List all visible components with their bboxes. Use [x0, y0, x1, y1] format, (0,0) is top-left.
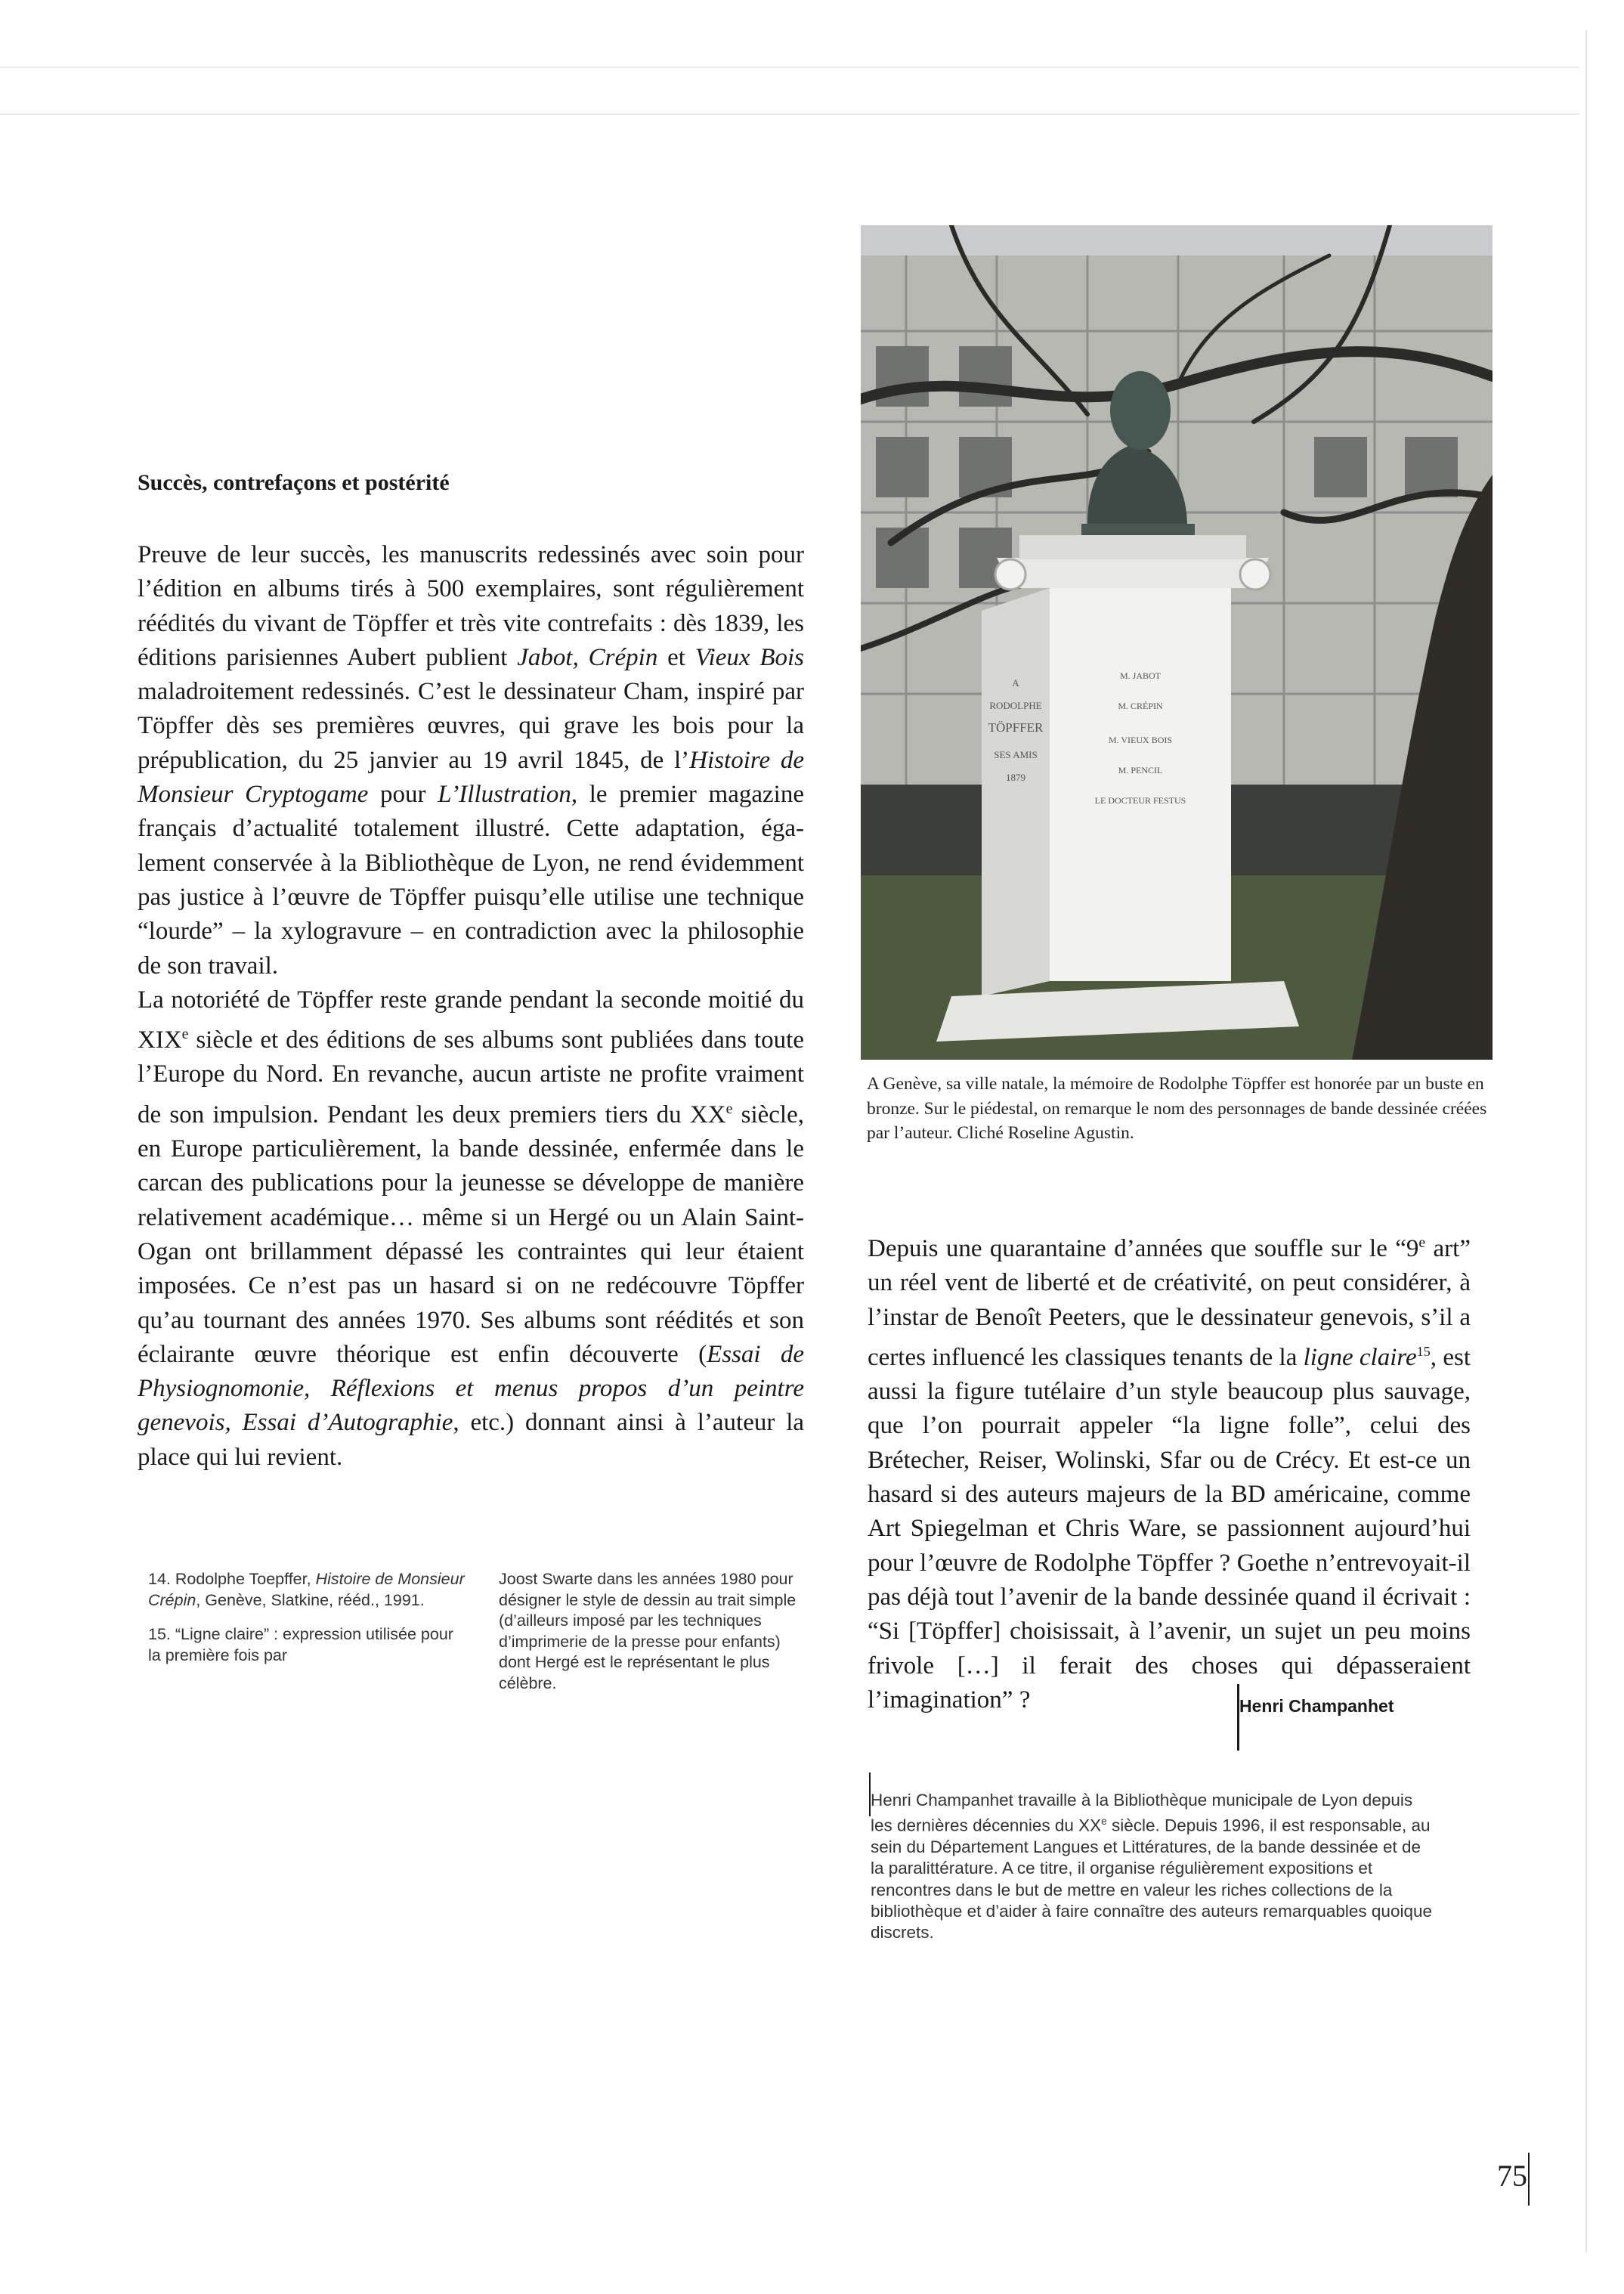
footnote-ref-15: 15 — [1416, 1343, 1431, 1359]
text-run: siècle, en Europe particulièrement, la bande dessinée, enfermée dans le carcan des publications pour la jeunesse se développe de manière relativement académique… même si un Hergé ou un Alain Saint-Ogan ont brillamment dépassé les contraintes qui leur étaient imposées. Ce n’est pas un hasard si on ne redécouvre Töpffer qu’au tournant des années 1970. Ses albums sont réédités et son éclairante œuvre théorique est enfin découverte ( — [138, 1101, 804, 1368]
page-number-bar — [1528, 2153, 1530, 2206]
footnotes-left — [148, 1569, 466, 1679]
italic-title: Jabot, Crépin — [517, 643, 658, 671]
pedestal-top — [1019, 535, 1246, 559]
header-rule-bottom — [0, 113, 1579, 115]
text-run: , le premier magazine français d’actualité totalement illustré. Cette adaptation, également conservée à la Bibliothèque de Lyon, ne rend évidemment pas justice à l’œuvre de Töpffer puisqu’elle utilise une technique “lourde” – la xylogravure – en contradiction avec la philosophie de son travail. — [138, 781, 804, 980]
text-run: maladroitement redessinés. C’est le dessinateur Cham, inspiré par Töpffer dès ses premières œuvres, qui grave les bois pour la prépublication, du 25 janvier au 19 avril 1845, de l’ — [138, 678, 804, 774]
page-edge-line — [1585, 30, 1587, 2252]
svg-text:M. VIEUX BOIS: M. VIEUX BOIS — [1108, 735, 1173, 745]
text-run: Depuis une quarantaine d’années que souffle sur le “9 — [868, 1235, 1419, 1262]
text-run: , etc.) donnant ainsi à l’auteur la place qui lui revient. — [138, 1409, 805, 1471]
superscript: e — [725, 1100, 733, 1117]
text-run: Preuve de leur succès, les manuscrits redessinés avec soin pour l’édition en albums tirés à 500 exemplaires, sont régulièrement réédités du vivant de Töpffer et très vite contrefaits : dès 1839, les éditions parisiennes Aubert publient — [138, 541, 804, 671]
text-run: Henri Champanhet travaille à la Bibliothèque municipale de Lyon depuis les dernières décennies du XX — [871, 1791, 1413, 1835]
statue-photo — [861, 225, 1493, 1060]
italic-title: Histoire de Monsieur Crépin — [148, 1570, 465, 1609]
superscript: e — [1418, 1234, 1426, 1251]
author-bio — [871, 1790, 1437, 1944]
svg-text:RODOLPHE: RODOLPHE — [989, 700, 1042, 711]
text-run: 14. Rodolphe Toepffer, — [148, 1570, 316, 1588]
footnotes-right — [499, 1569, 801, 1707]
author-signature: Henri Champanhet — [1239, 1696, 1394, 1716]
text-run: art” un réel vent de liberté et de créativité, on peut considérer, à l’instar de Benoît Peeters, que le dessinateur genevois, s’il a certes influencé les classiques tenants de la — [868, 1235, 1471, 1371]
superscript: e — [1101, 1816, 1107, 1828]
svg-text:A: A — [1012, 677, 1019, 689]
italic-title: Vieux Bois — [694, 643, 804, 671]
right-column — [868, 1226, 1471, 1717]
italic-title: Histoire de Monsieur Cryptogame — [138, 746, 805, 809]
scroll-ornament — [1240, 559, 1270, 590]
page-number: 75 — [1497, 2159, 1527, 2193]
text-run: siècle. Depuis 1996, il est responsable, au sein du Département Langues et Littératures, de la bande dessinée et de la paralittérature. A ce titre, il organise régulièrement expositions et rencontres dans le but de mettre en valeur les riches collections de la bibliothèque et d’aider à faire connaître des auteurs remarquables quoique discrets. — [871, 1816, 1432, 1943]
section-title: Succès, contrefaçons et postérité — [138, 470, 450, 495]
italic-term: ligne claire — [1303, 1343, 1417, 1371]
paragraph-3 — [868, 1226, 1471, 1717]
pedestal-cornice — [997, 558, 1269, 588]
svg-text:M. PENCIL: M. PENCIL — [1118, 765, 1163, 776]
svg-text:1879: 1879 — [1006, 772, 1025, 783]
signature-bar — [1237, 1684, 1239, 1751]
scroll-ornament — [995, 559, 1025, 590]
text-run: pour — [368, 781, 438, 809]
footnote-14 — [148, 1569, 466, 1611]
text-run: , Genève, Slatkine, rééd., 1991. — [196, 1590, 425, 1609]
svg-text:M. CRÉPIN: M. CRÉPIN — [1118, 701, 1163, 711]
svg-text:SES AMIS: SES AMIS — [994, 749, 1038, 760]
pedestal-left-face — [982, 588, 1050, 996]
italic-title: Essai de Physiognomonie, Réflexions et menus propos d’un peintre genevois, Essai d’Autographie — [138, 1340, 804, 1437]
text-run: siècle et des éditions de ses albums sont publiées dans toute l’Europe du Nord. En revanche, aucun artiste ne profite vraiment de son impulsion. Pendant les deux premiers tiers du XX — [138, 1026, 804, 1128]
pedestal-right-face — [1050, 588, 1231, 981]
text-run: et — [657, 643, 695, 671]
photo-caption: A Genève, sa ville natale, la mémoire de Rodolphe Töpffer est honorée par un buste en bronze. Sur le piédestal, on remarque le nom des personnages de bande dessinée créées par l’auteur. Cliché Roseline Agustin. — [867, 1074, 1487, 1143]
footnote-15-continued: Joost Swarte dans les années 1980 pour désigner le style de dessin au trait simple (d’ailleurs imposé par les techniques d’imprimerie de la presse pour enfants) dont Hergé est le représentant le plus célèbre. — [499, 1570, 797, 1692]
paragraph-1 — [138, 538, 804, 983]
bust-head — [1110, 371, 1171, 450]
italic-title: L’Illustration — [438, 781, 571, 809]
svg-text:LE DOCTEUR FESTUS: LE DOCTEUR FESTUS — [1094, 795, 1186, 806]
svg-text:TÖPFFER: TÖPFFER — [988, 720, 1044, 735]
left-column — [138, 538, 804, 1475]
text-run: , est aussi la figure tutélaire d’un style beaucoup plus sauvage, que l’on pourrait appeler “la ligne folle”, celui des Brétecher, Reiser, Wolinski, Sfar ou de Crécy. Et est-ce un hasard si des auteurs majeurs de la BD américaine, comme Art Spiegelman et Chris Ware, se passionnent aujourd’hui pour l’œuvre de Rodolphe Töpffer ? Goethe n’entrevoyait-il pas déjà tout l’avenir de la bande dessinée quand il écrivait : “Si [Töpffer] choisissait, à l’avenir, un sujet un peu moins frivole […] il ferait des choses qui dépasseraient l’imagination” ? — [868, 1343, 1471, 1714]
header-rule-top — [0, 67, 1579, 68]
superscript: e — [181, 1026, 189, 1043]
text-run: La notoriété de Töpffer reste grande pendant la seconde moitié du XIX — [138, 986, 804, 1054]
footnote-15: 15. “Ligne claire” : expression utilisée pour la première fois par — [148, 1625, 453, 1664]
svg-text:M. JABOT: M. JABOT — [1119, 670, 1162, 681]
paragraph-2 — [138, 983, 804, 1475]
